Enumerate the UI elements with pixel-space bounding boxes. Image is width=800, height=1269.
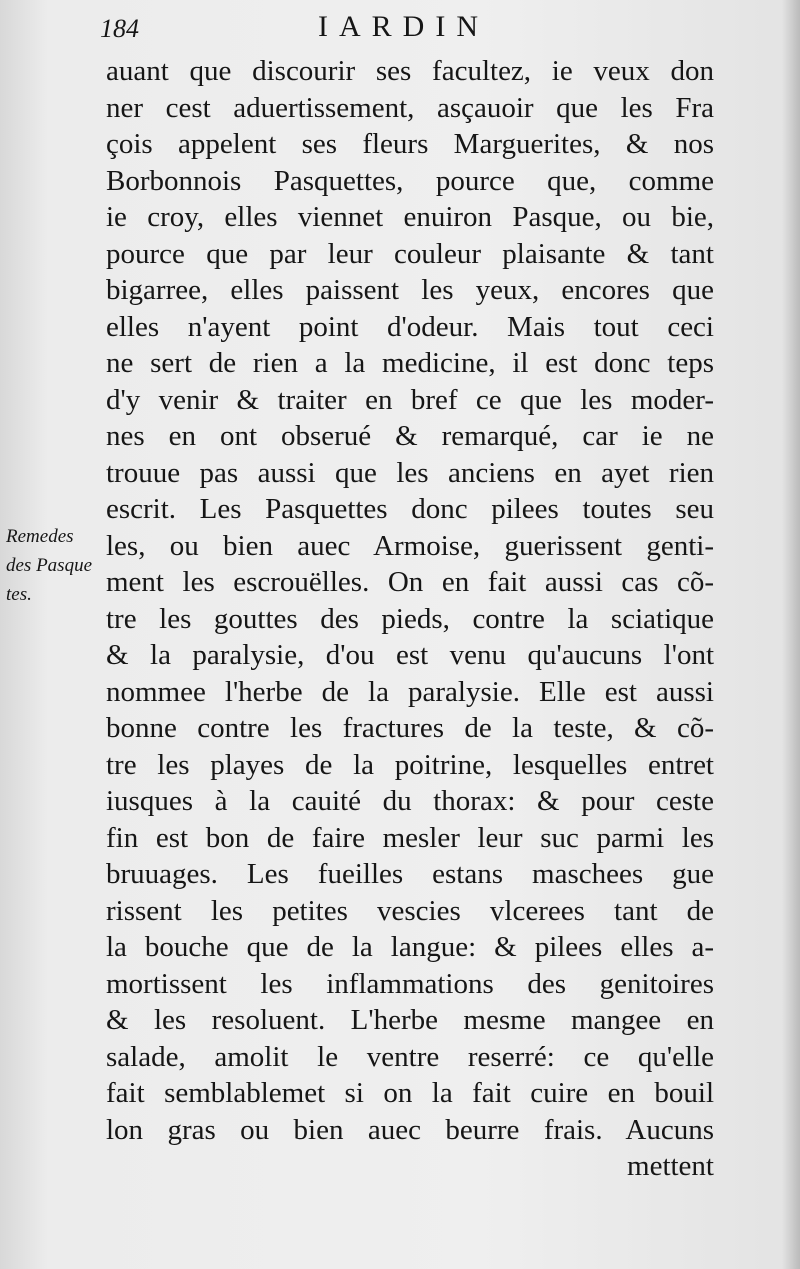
text-line: fin est bon de faire mesler leur suc parmi les (106, 821, 714, 854)
page-number: 184 (100, 14, 139, 43)
text-line: ner cest aduertissement, asçauoir que les Fra (106, 91, 714, 124)
text-line: & les resoluent. L'herbe mesme mangee en (106, 1004, 714, 1036)
text-line: fait semblablemet si on la fait cuire en bouil (106, 1077, 714, 1109)
text-line: ie croy, elles viennet enuiron Pasque, ou bie, (106, 201, 714, 233)
margin-note-line: des Pasque (6, 555, 93, 576)
text-line: les, ou bien auec Armoise, guerissent genti- (106, 529, 714, 562)
text-line: elles n'ayent point d'odeur. Mais tout ceci (106, 310, 714, 343)
text-line: pource que par leur couleur plaisante & tant (106, 237, 714, 270)
text-line: bonne contre les fractures de la teste, & cõ- (106, 712, 714, 744)
text-line: iusques à la cauité du thorax: & pour ceste (106, 785, 714, 817)
catchword: mettent (627, 1150, 714, 1182)
page-gutter-shadow (782, 0, 800, 1269)
text-line: d'y venir & traiter en bref ce que les moder- (106, 383, 714, 416)
text-line: mortissent les inflammations des genitoires (106, 967, 714, 1000)
text-line: nommee l'herbe de la paralysie. Elle est aussi (106, 675, 714, 708)
margin-note-line: tes. (6, 584, 32, 605)
text-line: lon gras ou bien auec beurre frais. Aucuns (106, 1113, 714, 1146)
text-line: trouue pas aussi que les anciens en ayet rien (106, 456, 714, 489)
text-line: escrit. Les Pasquettes donc pilees toutes seu (106, 493, 714, 525)
text-line: tre les gouttes des pieds, contre la sciatique (106, 602, 714, 635)
text-line: tre les playes de la poitrine, lesquelles entret (106, 748, 714, 781)
text-line: la bouche que de la langue: & pilees elles a- (106, 931, 714, 963)
text-line: & la paralysie, d'ou est venu qu'aucuns l'ont (106, 639, 714, 671)
text-line: ne sert de rien a la medicine, il est donc teps (106, 347, 714, 379)
margin-note (6, 522, 102, 609)
text-line: auant que discourir ses facultez, ie veux don (106, 55, 714, 87)
margin-note-line: Remedes (6, 526, 74, 547)
text-line: nes en ont obserué & remarqué, car ie ne (106, 420, 714, 452)
text-line: bigarree, elles paissent les yeux, encores que (106, 274, 714, 306)
text-line: çois appelent ses fleurs Marguerites, & nos (106, 128, 714, 160)
text-line: salade, amolit le ventre reserré: ce qu'elle (106, 1040, 714, 1073)
text-line: rissent les petites vescies vlcerees tant de (106, 894, 714, 927)
text-line: Borbonnois Pasquettes, pource que, comme (106, 164, 714, 197)
text-line: ment les escrouëlles. On en fait aussi cas cõ- (106, 566, 714, 598)
running-head: IARDIN (318, 10, 489, 43)
body-text (106, 53, 714, 1185)
text-line: bruuages. Les fueilles estans maschees gue (106, 858, 714, 890)
